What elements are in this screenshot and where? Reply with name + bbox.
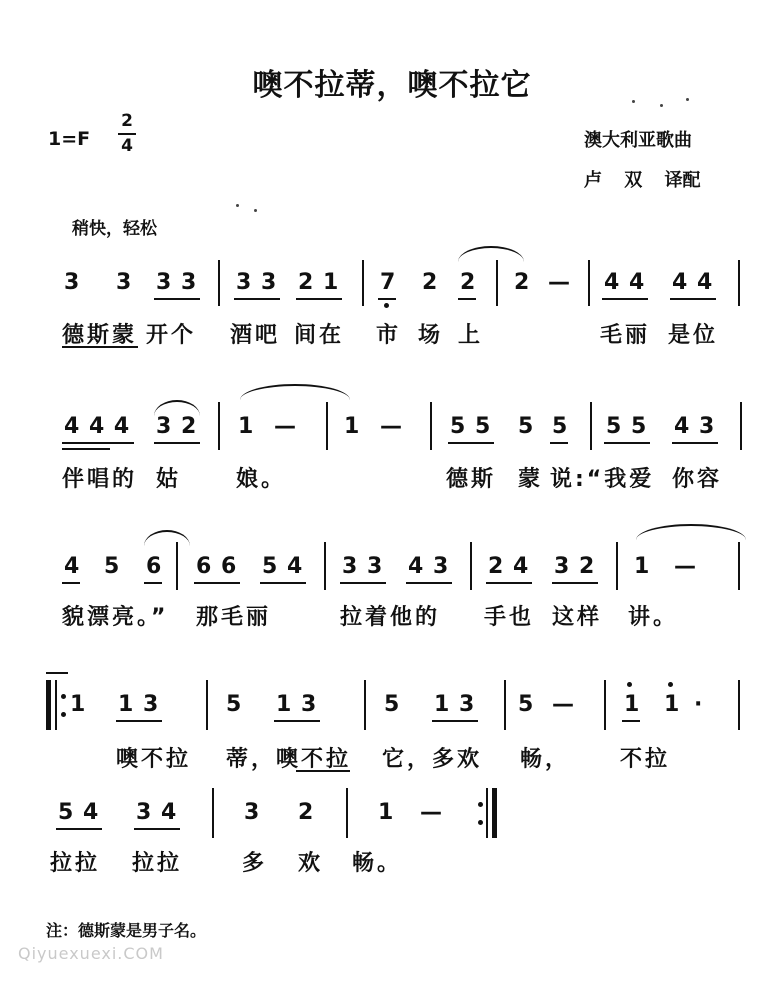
bar-line xyxy=(616,542,618,590)
eighth-underline xyxy=(62,582,80,584)
dot-extension: · xyxy=(694,692,704,717)
bar-line xyxy=(430,402,432,450)
lyric: 欢 xyxy=(298,851,324,876)
time-signature-top: 2 xyxy=(121,111,133,131)
lyric: 噢不拉 xyxy=(116,747,192,772)
song-title: 噢不拉蒂，噢不拉它 xyxy=(252,68,532,103)
lyric: 姑 xyxy=(156,467,182,492)
lyric: 你容 xyxy=(672,467,723,492)
lyric: 多 xyxy=(242,851,268,876)
eighth-underline xyxy=(234,298,280,300)
scan-speck xyxy=(236,204,239,207)
eighth-underline xyxy=(144,582,162,584)
dash-extension: — xyxy=(420,800,443,825)
note-group: 6 6 xyxy=(196,554,238,579)
eighth-underline xyxy=(56,828,102,830)
bar-line xyxy=(590,402,592,450)
note: 3 xyxy=(116,270,133,295)
eighth-underline xyxy=(378,298,396,300)
tie-slur xyxy=(458,246,524,262)
lyric: 说:“我爱 xyxy=(550,467,655,492)
eighth-underline xyxy=(154,298,200,300)
bar-line xyxy=(364,680,366,730)
lyric: 它，多欢 xyxy=(382,747,483,772)
repeat-end-thin-bar xyxy=(486,788,488,838)
scan-speck xyxy=(254,209,257,212)
bar-line xyxy=(218,402,220,450)
bar-line xyxy=(346,788,348,838)
note: 1 xyxy=(344,414,361,439)
lyric: 拉着他的 xyxy=(340,605,441,630)
eighth-underline xyxy=(604,442,650,444)
bar-line xyxy=(504,680,506,730)
lyric: 伴唱的 xyxy=(62,467,138,492)
lyric: 不拉 xyxy=(620,747,671,772)
note: 1 xyxy=(378,800,395,825)
note-group: 3 3 xyxy=(342,554,384,579)
lyric-underline xyxy=(62,346,138,348)
note: 7 xyxy=(380,270,397,295)
lyric: 这样 xyxy=(552,605,603,630)
note-group: 5 4 xyxy=(58,800,100,825)
lyric: 拉拉 xyxy=(132,851,183,876)
eighth-underline xyxy=(602,298,648,300)
eighth-underline xyxy=(154,442,200,444)
note-group: 4 3 xyxy=(674,414,716,439)
note: 2 xyxy=(298,800,315,825)
scan-speck xyxy=(660,104,663,107)
bar-line xyxy=(326,402,328,450)
note-group: 3 3 xyxy=(156,270,198,295)
dash-extension: — xyxy=(674,554,697,579)
lyric: 开个 xyxy=(146,323,197,348)
lyric: 蒂，噢不拉 xyxy=(226,747,352,772)
eighth-underline xyxy=(672,442,718,444)
eighth-underline xyxy=(486,582,532,584)
tie-slur xyxy=(240,384,350,400)
bar-line xyxy=(362,260,364,306)
watermark: Qiyuexuexi.COM xyxy=(18,944,164,963)
lyric: 那毛丽 xyxy=(196,605,272,630)
tie-slur xyxy=(636,524,746,540)
bar-line xyxy=(738,260,740,306)
note-group: 3 2 xyxy=(156,414,198,439)
repeat-dot xyxy=(61,694,66,699)
lyric: 德斯蒙 xyxy=(62,323,138,348)
dash-extension: — xyxy=(274,414,297,439)
note: 3 xyxy=(244,800,261,825)
note-group: 2 4 xyxy=(488,554,530,579)
note: 2 xyxy=(460,270,477,295)
tempo-marking: 稍快，轻松 xyxy=(72,219,157,239)
bar-line xyxy=(470,542,472,590)
note-group: 2 1 xyxy=(298,270,340,295)
lyric: 讲。 xyxy=(628,605,679,630)
time-signature-divider xyxy=(118,133,136,135)
upper-octave-dot xyxy=(627,682,632,687)
note-group: 3 4 xyxy=(136,800,178,825)
eighth-underline xyxy=(458,298,476,300)
note-group: 5 4 xyxy=(262,554,304,579)
bar-line xyxy=(212,788,214,838)
lyric: 手也 xyxy=(484,605,535,630)
slur xyxy=(154,400,200,416)
note-group: 1 3 xyxy=(276,692,318,717)
slur xyxy=(144,530,190,546)
scan-speck xyxy=(632,100,635,103)
bar-line xyxy=(496,260,498,306)
eighth-underline xyxy=(406,582,452,584)
time-signature-bottom: 4 xyxy=(121,136,133,156)
footnote: 注：德斯蒙是男子名。 xyxy=(46,921,207,940)
note-group: 5 5 xyxy=(606,414,648,439)
eighth-underline xyxy=(622,720,640,722)
scan-speck xyxy=(686,98,689,101)
song-origin: 澳大利亚歌曲 xyxy=(584,130,692,151)
lyric: 市 xyxy=(376,323,402,348)
lyric: 酒吧 xyxy=(230,323,281,348)
note-group: 1 3 xyxy=(118,692,160,717)
note: 5 xyxy=(552,414,569,439)
lyric: 貌漂亮。” xyxy=(62,605,169,630)
time-signature xyxy=(118,112,136,156)
note: 5 xyxy=(384,692,401,717)
eighth-underline xyxy=(274,720,320,722)
lower-octave-dot xyxy=(384,303,389,308)
note: 1 xyxy=(634,554,651,579)
bar-line xyxy=(740,402,742,450)
note: 1 xyxy=(664,692,681,717)
lyric: 娘。 xyxy=(236,467,287,492)
note: 2 xyxy=(422,270,439,295)
phrase-mark xyxy=(46,672,68,674)
note: 3 xyxy=(64,270,81,295)
eighth-underline xyxy=(116,720,162,722)
dash-extension: — xyxy=(380,414,403,439)
bar-line xyxy=(738,680,740,730)
note: 6 xyxy=(146,554,163,579)
note: 5 xyxy=(518,692,535,717)
eighth-underline xyxy=(340,582,386,584)
eighth-underline xyxy=(260,582,306,584)
note: 1 xyxy=(70,692,87,717)
note-group: 4 4 4 xyxy=(64,414,131,439)
eighth-underline xyxy=(550,442,568,444)
bar-line xyxy=(206,680,208,730)
note: 1 xyxy=(624,692,641,717)
note: 2 xyxy=(514,270,531,295)
bar-line xyxy=(604,680,606,730)
bar-line xyxy=(738,542,740,590)
key-signature: 1=F xyxy=(48,128,91,150)
dash-extension: — xyxy=(552,692,575,717)
note: 5 xyxy=(518,414,535,439)
eighth-underline xyxy=(134,828,180,830)
note-group: 1 3 xyxy=(434,692,476,717)
bar-line xyxy=(218,260,220,306)
lyric: 上 xyxy=(458,323,484,348)
note-group: 5 5 xyxy=(450,414,492,439)
lyric: 拉拉 xyxy=(50,851,101,876)
bar-line xyxy=(324,542,326,590)
note: 5 xyxy=(226,692,243,717)
lyric: 是位 xyxy=(668,323,719,348)
eighth-underline xyxy=(62,442,134,444)
lyric: 毛丽 xyxy=(600,323,651,348)
note-group: 3 3 xyxy=(236,270,278,295)
lyric: 畅， xyxy=(520,747,571,772)
eighth-underline xyxy=(670,298,716,300)
note-group: 4 4 xyxy=(604,270,646,295)
eighth-underline xyxy=(296,298,342,300)
translator-credit: 卢 双 译配 xyxy=(584,170,701,191)
eighth-underline xyxy=(448,442,494,444)
eighth-underline xyxy=(432,720,478,722)
dash-extension: — xyxy=(548,270,571,295)
repeat-start-thin-bar xyxy=(55,680,57,730)
bar-line xyxy=(176,542,178,590)
eighth-underline xyxy=(552,582,598,584)
upper-octave-dot xyxy=(668,682,673,687)
repeat-end-bar xyxy=(492,788,497,838)
lyric: 德斯 xyxy=(446,467,497,492)
bar-line xyxy=(588,260,590,306)
sixteenth-underline xyxy=(62,448,110,450)
note-group: 4 3 xyxy=(408,554,450,579)
note: 4 xyxy=(64,554,81,579)
lyric: 畅。 xyxy=(352,851,403,876)
lyric: 间在 xyxy=(294,323,345,348)
repeat-start-bar xyxy=(46,680,51,730)
eighth-underline xyxy=(194,582,240,584)
lyric-underline xyxy=(296,770,350,772)
repeat-dot xyxy=(478,802,483,807)
note: 1 xyxy=(238,414,255,439)
lyric: 场 xyxy=(418,323,444,348)
lyric: 蒙 xyxy=(518,467,544,492)
note-group: 4 4 xyxy=(672,270,714,295)
repeat-dot xyxy=(478,820,483,825)
repeat-dot xyxy=(61,712,66,717)
note-group: 3 2 xyxy=(554,554,596,579)
note: 5 xyxy=(104,554,121,579)
